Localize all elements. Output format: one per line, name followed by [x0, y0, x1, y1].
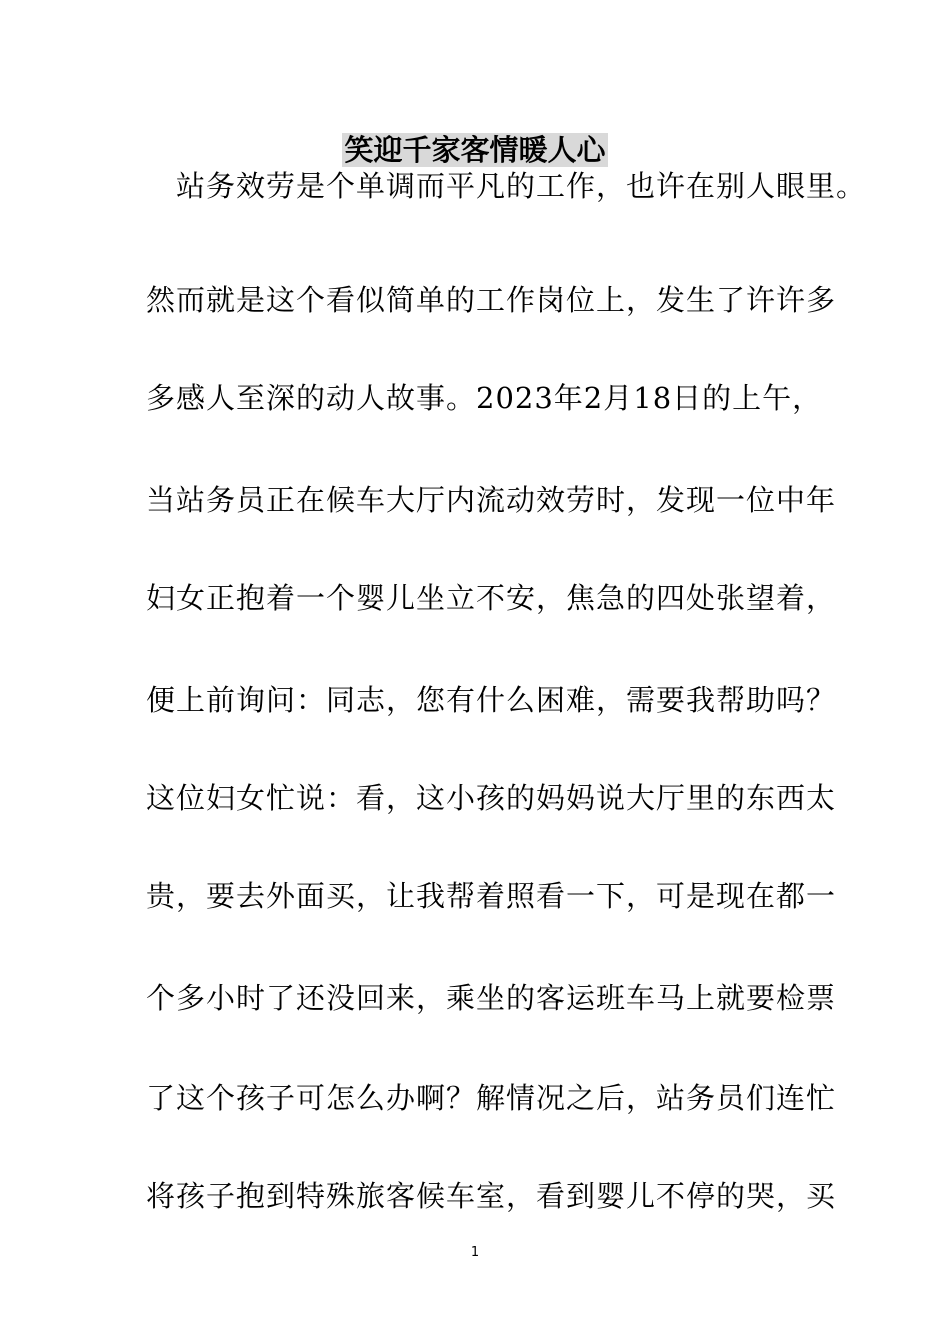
page-number: 1	[470, 1245, 480, 1260]
body-line: 个多小时了还没回来，乘坐的客运班车马上就要检票	[146, 981, 837, 1015]
document-title	[0, 130, 950, 170]
body-line: 妇女正抱着一个婴儿坐立不安，焦急的四处张望着，	[146, 581, 837, 615]
body-line: 将孩子抱到特殊旅客候车室，看到婴儿不停的哭，买	[146, 1179, 837, 1213]
title-text: 笑迎千家客情暖人心	[344, 133, 606, 167]
body-line: 这位妇女忙说：看，这小孩的妈妈说大厅里的东西太	[146, 781, 837, 815]
body-line: 然而就是这个看似简单的工作岗位上，发生了许许多	[146, 283, 837, 317]
body-line: 贵，要去外面买，让我帮着照看一下，可是现在都一	[146, 879, 837, 913]
body-line: 多感人至深的动人故事。2023年2月18日的上午，	[146, 381, 823, 415]
body-line: 便上前询问：同志，您有什么困难，需要我帮助吗？	[146, 683, 837, 717]
body-line: 了这个孩子可怎么办啊？解情况之后，站务员们连忙	[146, 1081, 837, 1115]
body-line: 站务效劳是个单调而平凡的工作，也许在别人眼里。	[146, 169, 867, 203]
body-line: 当站务员正在候车大厅内流动效劳时，发现一位中年	[146, 483, 837, 517]
